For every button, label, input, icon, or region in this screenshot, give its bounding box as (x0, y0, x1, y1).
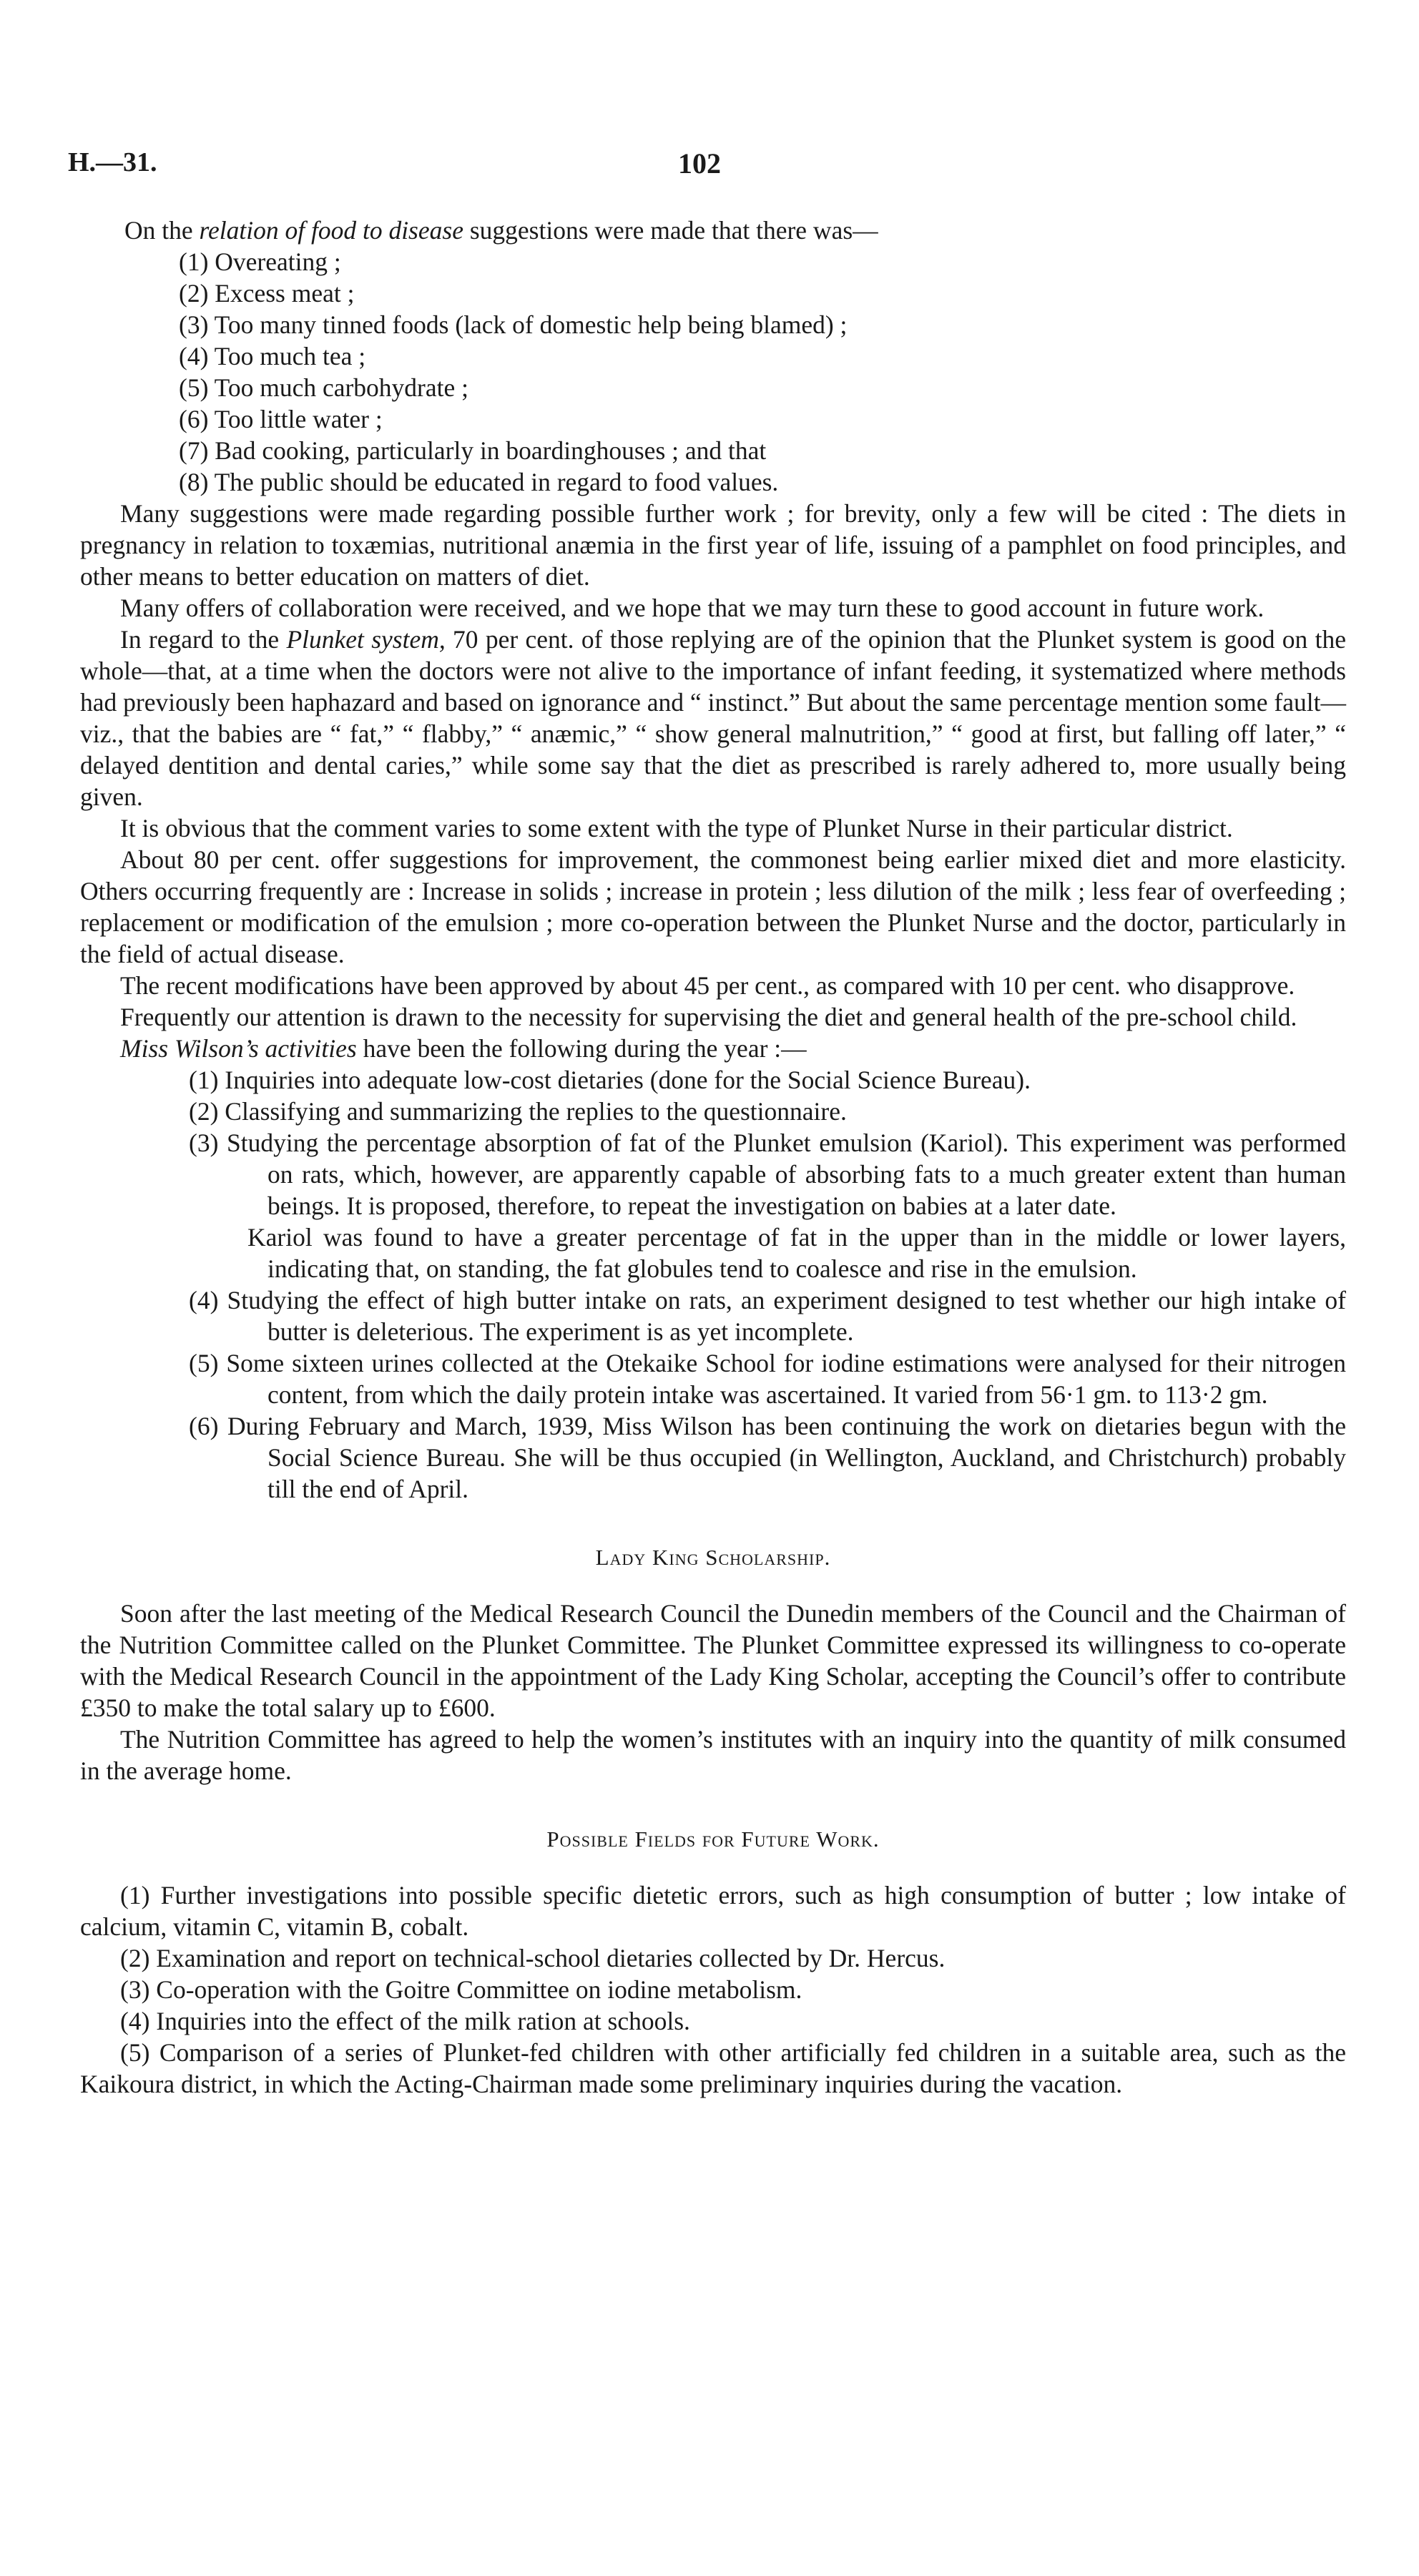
kariol-note (189, 1221, 1346, 1284)
paragraph-milk-inquiry: The Nutrition Committee has agreed to help the women’s institutes with an inquiry into the quantity of milk consumed in the average home. (80, 1725, 1346, 1785)
list-item: (3) Studying the percentage absorption of fat of the Plunket emulsion (Kariol). This experiment was performed on rats, which, however, are apparently capable of absorbing fats to a much greater extent than human beings. It is proposed, therefore, to repeat the investigation on babies at a later date. (189, 1129, 1346, 1220)
food-disease-lead (80, 215, 1346, 246)
future-item: (4) Inquiries into the effect of the milk ration at schools. (120, 2007, 690, 2035)
plunket-suffix: 70 per cent. of those replying are of the opinion that the Plunket system is good on the whole—that, at a time when the doctors were not alive to the importance of infant feeding, it systematized where methods had previously been haphazard and based on ignorance and “ instinct.” But about the same percentage mention some fault—viz., that the babies are “ fat,” “ flabby,” “ anæmic,” “ show general malnutrition,” “ good at first, but falling off later,” “ delayed dentition and dental caries,” while some say that the diet as prescribed is rarely adhered to, more usually being given. (80, 625, 1346, 811)
list-item: (3) Too many tinned foods (lack of domestic help being blamed) ; (179, 310, 848, 339)
plunket-emphasis: Plunket system, (286, 625, 446, 654)
wilson-lead (80, 1033, 1346, 1064)
paragraph-collaboration: Many offers of collaboration were received, and we hope that we may turn these to good account in future work. (120, 594, 1265, 622)
list-item: (6) During February and March, 1939, Miss Wilson has been continuing the work on dietaries begun with the Social Science Bureau. She will be thus occupied (in Wellington, Auckland, and Christchurch) probably till the end of April. (189, 1412, 1346, 1503)
list-item: (5) Some sixteen urines collected at the Otekaike School for iodine estimations were analysed for their nitrogen content, from which the daily protein intake was ascertained. It varied from 56·1 gm. to 113·2 gm. (189, 1349, 1346, 1409)
list-item: (8) The public should be educated in regard to food values. (179, 468, 779, 496)
lead-prefix: On the (124, 216, 200, 245)
series-label: H.—31. (68, 147, 157, 177)
wilson-activities-list (80, 1064, 1346, 1505)
lead-emphasis: relation of food to disease (199, 216, 463, 245)
list-item: (2) Classifying and summarizing the replies to the questionnaire. (189, 1097, 847, 1126)
document-body (80, 215, 1346, 2100)
food-disease-list (80, 246, 1346, 498)
plunket-prefix: In regard to the (120, 625, 287, 654)
list-item: (7) Bad cooking, particularly in boardinghouses ; and that (179, 436, 767, 465)
future-item: (1) Further investigations into possible specific dietetic errors, such as high consumption of butter ; low intake of calcium, vitamin C, vitamin B, cobalt. (80, 1881, 1346, 1941)
list-item: (5) Too much carbohydrate ; (179, 373, 468, 402)
paragraph-preschool: Frequently our attention is drawn to the necessity for supervising the diet and general health of the pre-school child. (120, 1003, 1297, 1031)
future-item: (3) Co-operation with the Goitre Committee on iodine metabolism. (120, 1975, 802, 2004)
paragraph-improvement: About 80 per cent. offer suggestions for improvement, the commonest being earlier mixed diet and more elasticity. Others occurring frequently are : Increase in solids ; increase in protein ; less dilution of the milk ; less fear of overfeeding ; replacement or modification of the emulsion ; more co-operation between the Plunket Nurse and the doctor, particularly in the field of actual disease. (80, 845, 1346, 968)
section-heading-scholarship: Lady King Scholarship. (595, 1545, 831, 1570)
lead-suffix: suggestions were made that there was— (463, 216, 878, 245)
future-item: (2) Examination and report on technical-school dietaries collected by Dr. Hercus. (120, 1944, 946, 1972)
section-heading-future-work: Possible Fields for Future Work. (546, 1827, 880, 1852)
kariol-note-text: Kariol was found to have a greater percentage of fat in the upper than in the middle or lower layers, indicating that, on standing, the fat globules tend to coalesce and rise in the emulsion. (247, 1223, 1346, 1283)
list-item: (1) Inquiries into adequate low-cost dietaries (done for the Social Science Bureau). (189, 1066, 1031, 1094)
future-item: (5) Comparison of a series of Plunket-fed children with other artificially fed children in a suitable area, such as the Kaikoura district, in which the Acting-Chairman made some preliminary inquiries during the vacation. (80, 2038, 1346, 2098)
wilson-suffix: have been the following during the year :— (356, 1034, 807, 1063)
paragraph-nurse-comment: It is obvious that the comment varies to some extent with the type of Plunket Nurse in their particular district. (120, 814, 1233, 842)
wilson-emphasis: Miss Wilson’s activities (120, 1034, 357, 1063)
list-item: (6) Too little water ; (179, 405, 383, 433)
paragraph-further-work: Many suggestions were made regarding possible further work ; for brevity, only a few will be cited : The diets in pregnancy in relation to toxæmias, nutritional anæmia in the first year of life, issuing of a pamphlet on food principles, and other means to better education on matters of diet. (80, 499, 1346, 591)
paragraph-scholarship: Soon after the last meeting of the Medical Research Council the Dunedin members of the Council and the Chairman of the Nutrition Committee called on the Plunket Committee. The Plunket Committee expressed its willingness to co-operate with the Medical Research Council in the appointment of the Lady King Scholar, accepting the Council’s offer to contribute £350 to make the total salary up to £600. (80, 1599, 1346, 1722)
list-item: (4) Studying the effect of high butter intake on rats, an experiment designed to test whether our high intake of butter is deleterious. The experiment is as yet incomplete. (189, 1286, 1346, 1346)
paragraph-modifications: The recent modifications have been approved by about 45 per cent., as compared with 10 per cent. who disapprove. (120, 971, 1295, 1000)
list-item: (4) Too much tea ; (179, 342, 366, 370)
list-item: (2) Excess meat ; (179, 279, 355, 308)
page-number: 102 (678, 147, 721, 180)
list-item: (1) Overeating ; (179, 247, 341, 276)
paragraph-plunket (80, 624, 1346, 812)
